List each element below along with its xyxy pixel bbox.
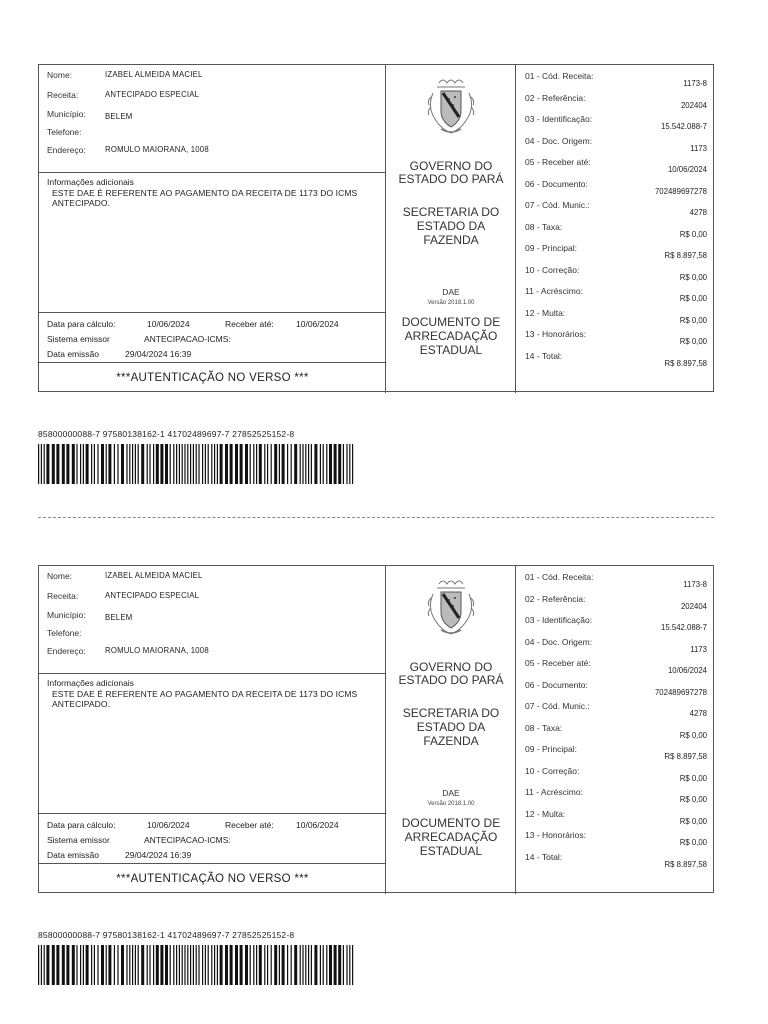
field-value: R$ 0,00 [679,795,707,804]
versao-label: Versão 2018.1.00 [427,300,475,306]
field-label: 12 - Multa: [525,307,566,318]
field-label: 12 - Multa: [525,808,566,819]
sistema-label: Sistema emissor [47,835,110,845]
field-value: R$ 0,00 [679,337,707,346]
field-row [525,93,707,114]
field-label: 02 - Referência: [525,593,586,604]
left-column [39,65,386,393]
field-row [525,637,707,658]
info-text: ESTE DAE É REFERENTE AO PAGAMENTO DA RECEITA DE 1173 DO ICMS ANTECIPADO. [52,188,358,208]
telefone-row [47,127,82,137]
field-value: 15.542.088-7 [661,122,707,131]
receita-label: Receita: [47,591,79,601]
field-row [525,809,707,830]
sec-line3: FAZENDA [423,734,479,748]
sistema-value: ANTECIPACAO-ICMS: [144,334,231,344]
doc-line1: DOCUMENTO DE [401,816,501,830]
field-label: 03 - Identificação: [525,615,593,625]
field-row [525,766,707,787]
payer-section [39,566,386,674]
field-value: 702489697278 [654,687,707,697]
barcode [38,444,356,484]
municipio-label: Município: [47,109,86,119]
field-label: 08 - Taxa: [525,722,563,733]
receber-label: Receber até: [225,820,274,830]
nome-value: IZABEL ALMEIDA MACIEL [105,70,203,79]
field-label: 03 - Identificação: [525,114,593,124]
receita-row [47,591,200,601]
state-crest-icon [427,578,475,640]
telefone-row [47,628,82,638]
telefone-label: Telefone: [47,628,82,638]
receber-value: 10/06/2024 [296,820,339,830]
field-label: 04 - Doc. Origem: [525,636,593,647]
field-label: 07 - Cód. Munic.: [525,200,590,210]
field-label: 10 - Correção: [525,765,580,776]
info-section [39,173,386,313]
field-value: R$ 0,00 [679,838,707,847]
field-row [525,615,707,636]
info-title: Informações adicionais [47,678,134,688]
field-row [525,71,707,92]
field-label: 06 - Documento: [525,679,588,690]
field-value: R$ 0,00 [679,816,707,826]
info-title: Informações adicionais [47,177,134,187]
endereco-row [47,646,209,656]
barcode [38,945,356,985]
sec-line1: SECRETARIA DO [402,706,500,720]
right-column [516,65,715,393]
nome-row [47,70,203,80]
doc-line1: DOCUMENTO DE [401,315,501,329]
field-row [525,114,707,135]
field-label: 11 - Acréscimo: [525,286,583,296]
emissao-value: 29/04/2024 16:39 [125,850,192,860]
authentication-note: ***AUTENTICAÇÃO NO VERSO *** [116,873,309,885]
emissao-value: 29/04/2024 16:39 [125,349,192,359]
sec-line2: ESTADO DA [416,219,486,233]
sec-line2: ESTADO DA [416,720,486,734]
barcode-digits: 85800000088-7 97580138162-1 41702489697-7 27852525152-8 [38,930,295,940]
center-column [386,566,516,894]
field-value: 202404 [680,601,707,611]
field-value: 1173-8 [683,580,707,589]
field-row [525,179,707,200]
dae-frame [38,64,714,392]
authentication-note: ***AUTENTICAÇÃO NO VERSO *** [116,372,309,384]
field-row [525,787,707,808]
field-row [525,830,707,851]
gov-line1: GOVERNO DO [409,660,493,674]
field-label: 11 - Acréscimo: [525,787,583,797]
field-row [525,286,707,307]
receita-label: Receita: [47,90,79,100]
field-value: R$ 0,00 [679,773,707,783]
field-label: 08 - Taxa: [525,221,563,232]
municipio-row [47,109,133,121]
gov-line2: ESTADO DO PARÁ [398,172,504,186]
emissao-label: Data emissão [47,349,99,359]
field-row [525,594,707,615]
doc-line3: ESTADUAL [419,844,483,858]
municipio-label: Município: [47,610,86,620]
field-value: R$ 8.897,58 [664,251,707,260]
center-column [386,65,516,393]
payer-section [39,65,386,173]
field-value: R$ 8.897,58 [664,752,707,761]
doc-line2: ARRECADAÇÃO [404,329,498,343]
endereco-value: ROMULO MAIORANA, 1008 [105,145,209,154]
right-column [516,566,715,894]
calculo-label: Data para cálculo: [47,820,116,830]
endereco-label: Endereço: [47,646,86,656]
endereco-label: Endereço: [47,145,86,155]
field-row [525,680,707,701]
field-row [525,852,707,873]
field-value: R$ 0,00 [679,229,707,239]
field-value: R$ 8.897,58 [664,358,707,368]
field-value: 15.542.088-7 [661,623,707,632]
field-label: 01 - Cód. Receita: [525,572,594,582]
field-row [525,200,707,221]
field-value: R$ 8.897,58 [664,859,707,869]
field-label: 02 - Referência: [525,92,586,103]
cut-line [38,517,714,518]
dates-section [39,313,386,363]
field-value: R$ 0,00 [679,294,707,303]
field-label: 09 - Principal: [525,243,577,253]
field-label: 10 - Correção: [525,264,580,275]
field-value: 1173 [690,143,707,153]
nome-label: Nome: [47,571,73,581]
field-label: 14 - Total: [525,851,563,862]
telefone-label: Telefone: [47,127,82,137]
field-value: 4278 [689,709,707,718]
field-row [525,723,707,744]
field-row [525,572,707,593]
field-row [525,351,707,372]
dae-slip-top [38,64,714,394]
receita-value: ANTECIPADO ESPECIAL [105,591,200,600]
gov-line2: ESTADO DO PARÁ [398,673,504,687]
info-section [39,674,386,814]
nome-row [47,571,203,581]
field-row [525,243,707,264]
receber-label: Receber até: [225,319,274,329]
field-label: 06 - Documento: [525,178,588,189]
field-value: 202404 [680,100,707,110]
field-row [525,744,707,765]
nome-value: IZABEL ALMEIDA MACIEL [105,571,203,580]
field-value: 1173-8 [683,79,707,88]
calculo-value: 10/06/2024 [147,319,190,329]
field-row [525,329,707,350]
emissao-label: Data emissão [47,850,99,860]
sistema-label: Sistema emissor [47,334,110,344]
gov-line1: GOVERNO DO [409,159,493,173]
field-label: 13 - Honorários: [525,830,586,840]
left-column [39,566,386,894]
field-row [525,701,707,722]
municipio-row [47,610,133,622]
dae-frame [38,565,714,893]
doc-line3: ESTADUAL [419,343,483,357]
nome-label: Nome: [47,70,73,80]
field-value: 1173 [690,644,707,654]
field-label: 04 - Doc. Origem: [525,135,593,146]
sec-line3: FAZENDA [423,233,479,247]
dae-label: DAE [442,788,460,798]
field-label: 05 - Receber até: [525,658,591,668]
field-value: 702489697278 [654,186,707,196]
field-label: 05 - Receber até: [525,157,591,167]
field-label: 07 - Cód. Munic.: [525,701,590,711]
field-label: 09 - Principal: [525,744,577,754]
barcode-digits: 85800000088-7 97580138162-1 41702489697-7 27852525152-8 [38,429,295,439]
field-label: 14 - Total: [525,350,563,361]
doc-line2: ARRECADAÇÃO [404,830,498,844]
field-row [525,136,707,157]
field-row [525,157,707,178]
state-crest-icon [427,77,475,139]
info-text: ESTE DAE É REFERENTE AO PAGAMENTO DA RECEITA DE 1173 DO ICMS ANTECIPADO. [52,689,358,709]
field-value: 4278 [689,208,707,217]
field-value: 10/06/2024 [667,666,707,675]
receita-row [47,90,200,100]
field-value: R$ 0,00 [679,730,707,740]
field-value: 10/06/2024 [667,165,707,174]
receita-value: ANTECIPADO ESPECIAL [105,90,200,99]
field-value: R$ 0,00 [679,272,707,282]
calculo-label: Data para cálculo: [47,319,116,329]
dae-slip-bottom [38,565,714,895]
field-label: 13 - Honorários: [525,329,586,339]
receber-value: 10/06/2024 [296,319,339,329]
versao-label: Versão 2018.1.00 [427,801,475,807]
dae-label: DAE [442,287,460,297]
municipio-value: BELEM [105,613,133,622]
field-label: 01 - Cód. Receita: [525,71,594,81]
municipio-value: BELEM [105,112,133,121]
endereco-value: ROMULO MAIORANA, 1008 [105,646,209,655]
calculo-value: 10/06/2024 [147,820,190,830]
field-row [525,222,707,243]
sistema-value: ANTECIPACAO-ICMS: [144,835,231,845]
field-row [525,658,707,679]
field-row [525,265,707,286]
endereco-row [47,145,209,155]
field-value: R$ 0,00 [679,315,707,325]
dates-section [39,814,386,864]
field-row [525,308,707,329]
sec-line1: SECRETARIA DO [402,205,500,219]
